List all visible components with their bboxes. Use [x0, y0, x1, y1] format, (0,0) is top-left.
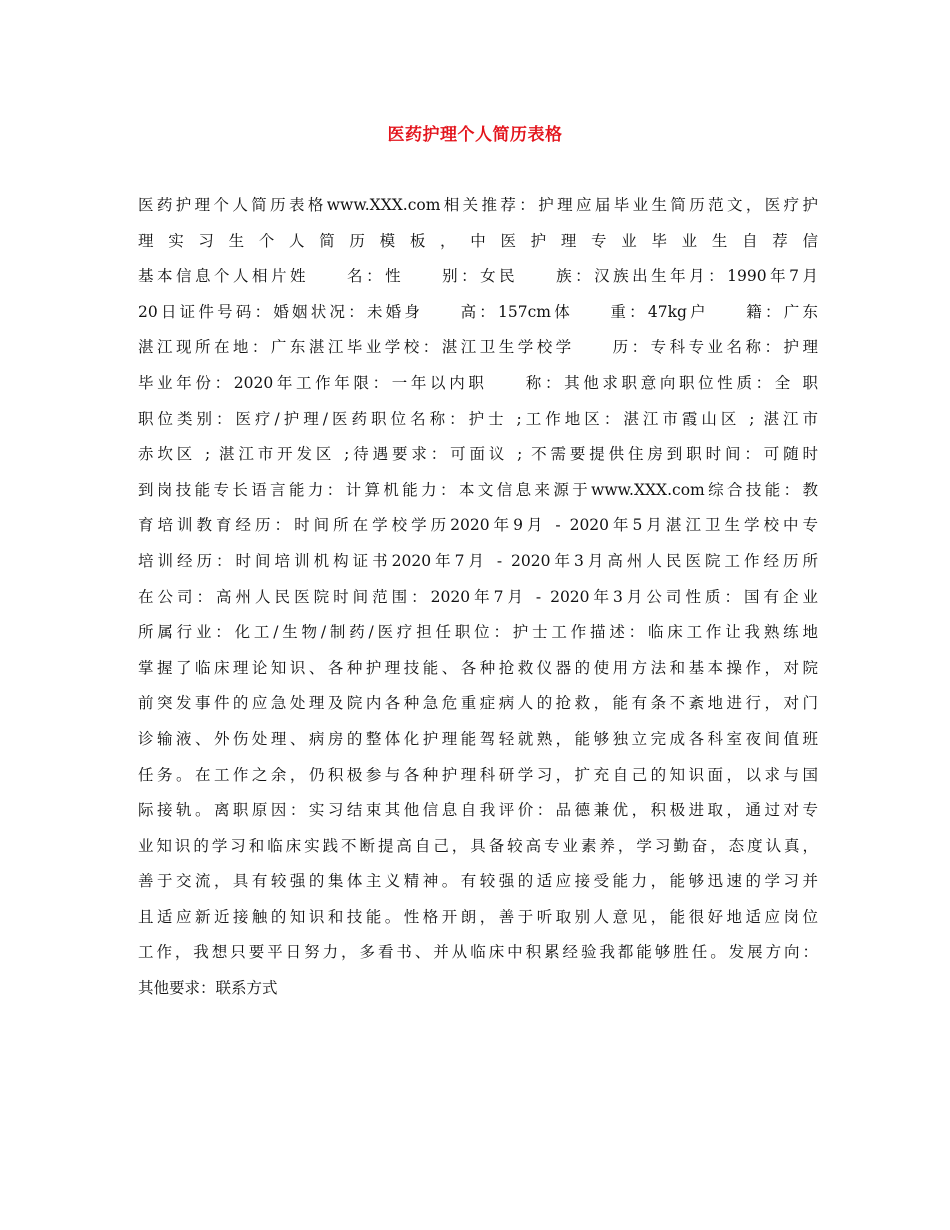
- body-text-line: 培训经历：时间培训机构证书2020年7月 - 2020年3月高州人民医院工作经历所: [138, 551, 818, 570]
- body-text-line: 湛江现所在地：广东湛江毕业学校：湛江卫生学校学 历：专科专业名称：护理: [138, 338, 818, 357]
- body-text-line: 际接轨。离职原因：实习结束其他信息自我评价：品德兼优，积极进取，通过对专: [138, 801, 818, 820]
- body-text-line: 业知识的学习和临床实践不断提高自己，具备较高专业素养，学习勤奋，态度认真，: [138, 836, 818, 855]
- body-text-line: 毕业年份：2020年工作年限：一年以内职 称：其他求职意向职位性质：全 职: [138, 373, 818, 392]
- body-text-line: 掌握了临床理论知识、各种护理技能、各种抢救仪器的使用方法和基本操作，对院: [138, 658, 818, 677]
- body-text-line: 赤坎区 ; 湛江市开发区 ;待遇要求：可面议 ; 不需要提供住房到职时间：可随时: [138, 445, 818, 464]
- body-text-line: 前突发事件的应急处理及院内各种急危重症病人的抢救，能有条不紊地进行，对门: [138, 694, 818, 713]
- body-text-line: 在公司：高州人民医院时间范围：2020年7月 - 2020年3月公司性质：国有企业: [138, 587, 818, 606]
- body-text-line: 育培训教育经历：时间所在学校学历2020年9月 - 2020年5月湛江卫生学校中专: [138, 516, 818, 535]
- body-text-line: 工作，我想只要平日努力，多看书、并从临床中积累经验我都能够胜任。发展方向：: [138, 943, 818, 962]
- body-text-line: 到岗技能专长语言能力：计算机能力：本文信息来源于www.XXX.com综合技能：教: [138, 480, 818, 499]
- body-text-line: 理实习生个人简历模板，中医护理专业毕业生自荐信: [138, 231, 818, 250]
- body-text-line: 20日证件号码：婚姻状况：未婚身 高：157cm体 重：47kg户 籍：广东: [138, 302, 818, 321]
- body-text-line: 任务。在工作之余，仍积极参与各种护理科研学习，扩充自己的知识面，以求与国: [138, 765, 818, 784]
- body-text-line: 医药护理个人简历表格www.XXX.com相关推荐：护理应届毕业生简历范文，医疗护: [138, 196, 818, 214]
- body-text-line: 且适应新近接触的知识和技能。性格开朗，善于听取别人意见，能很好地适应岗位: [138, 907, 818, 926]
- body-text-line: 基本信息个人相片姓 名：性 别：女民 族：汉族出生年月：1990年7月: [138, 267, 818, 286]
- document-title: 医药护理个人简历表格: [387, 125, 563, 145]
- body-text-line: 其他要求：联系方式: [138, 979, 278, 998]
- body-text-line: 善于交流，具有较强的集体主义精神。有较强的适应接受能力，能够迅速的学习并: [138, 872, 818, 891]
- body-text-line: 职位类别：医疗/护理/医药职位名称：护士 ;工作地区：湛江市霞山区 ; 湛江市: [138, 409, 818, 428]
- body-text-line: 诊输液、外伤处理、病房的整体化护理能驾轻就熟，能够独立完成各科室夜间值班: [138, 729, 818, 748]
- body-text-line: 所属行业：化工/生物/制药/医疗担任职位：护士工作描述：临床工作让我熟练地: [138, 623, 818, 642]
- document-body: [138, 188, 818, 1007]
